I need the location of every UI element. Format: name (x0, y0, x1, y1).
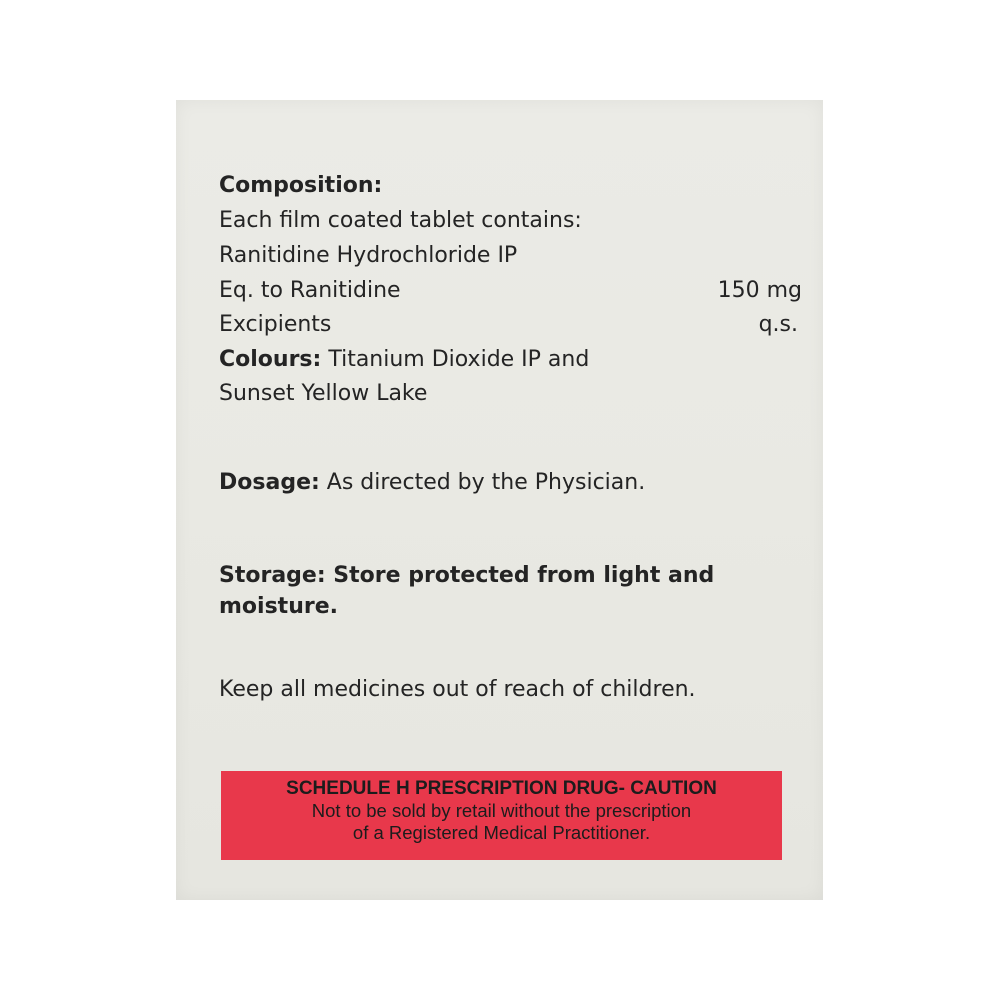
dosage-text: As directed by the Physician. (319, 470, 646, 495)
storage-line-1: Storage: Store protected from light and (219, 563, 715, 588)
storage-line-2: moisture. (219, 594, 338, 619)
eq-label: Eq. to Ranitidine (219, 278, 401, 303)
excipients-label: Excipients (219, 312, 332, 337)
colours-text: Titanium Dioxide IP and (321, 347, 590, 372)
dosage-label: Dosage: (219, 470, 320, 495)
schedule-h-caution-box (221, 771, 782, 860)
eq-value: 150 mg (717, 278, 802, 303)
colours-line-2: Sunset Yellow Lake (219, 381, 428, 406)
children-warning: Keep all medicines out of reach of children. (219, 677, 696, 702)
dosage-line (219, 470, 645, 496)
composition-heading: Composition: (219, 173, 383, 198)
colours-line (219, 347, 589, 373)
excipients-value: q.s. (758, 312, 798, 337)
caution-heading: SCHEDULE H PRESCRIPTION DRUG- CAUTION (286, 778, 717, 799)
composition-line-tablet: Each film coated tablet contains: (219, 208, 582, 233)
caution-line-1: Not to be sold by retail without the prescription (311, 800, 692, 821)
colours-label: Colours: (219, 347, 322, 372)
caution-line-2: of a Registered Medical Practitioner. (352, 822, 651, 843)
composition-line-ingredient: Ranitidine Hydrochloride IP (219, 243, 518, 268)
